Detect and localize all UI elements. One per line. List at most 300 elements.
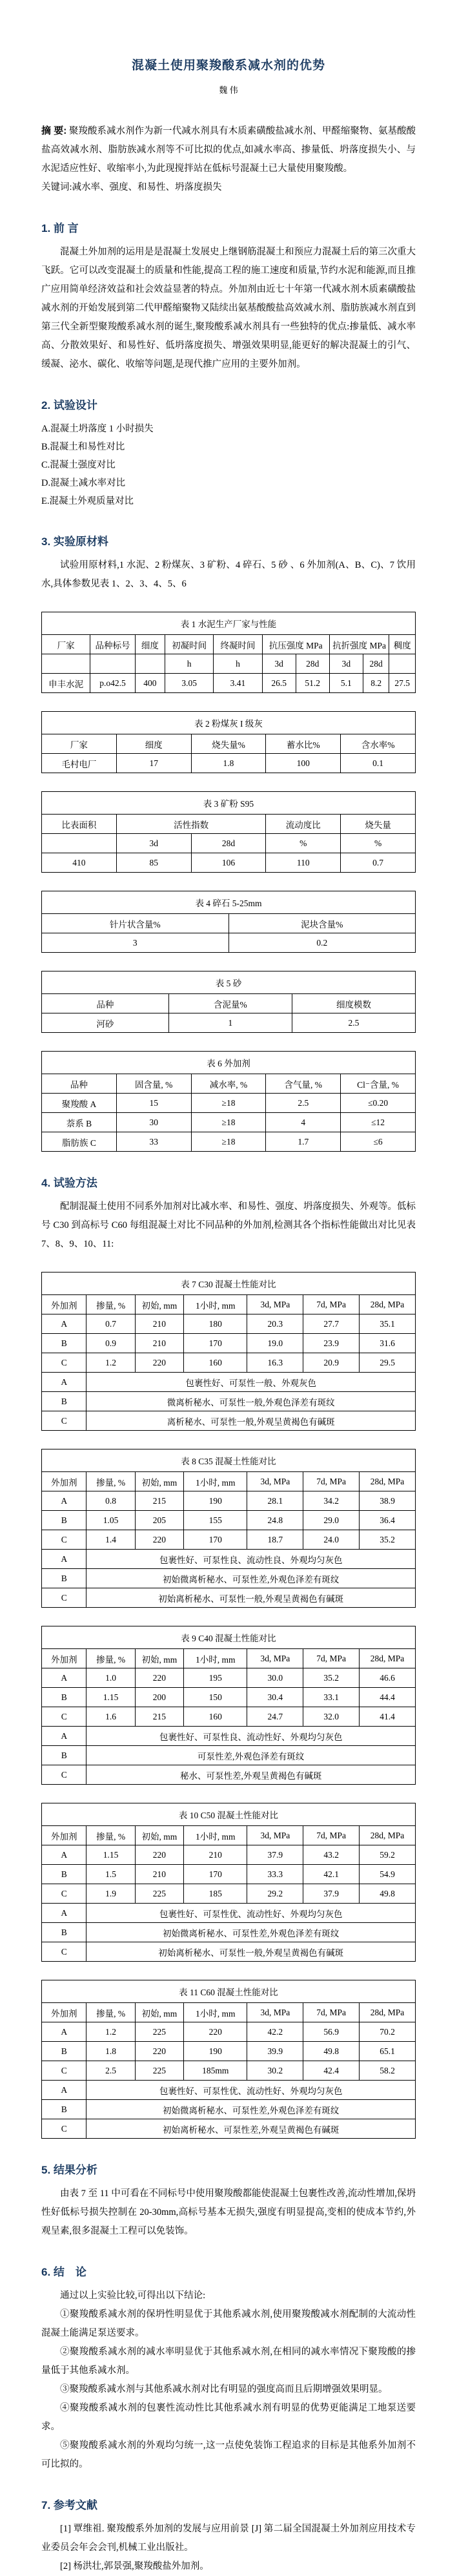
table-cell: ≤6 [341, 1132, 416, 1152]
table-cell: 160 [184, 1353, 247, 1373]
table-cell: 28d, MPa [360, 1826, 416, 1845]
table-cell: 掺量, % [86, 2003, 135, 2022]
doc-table [41, 1803, 416, 1962]
table-cell: 225 [135, 2061, 183, 2081]
table-cell: A [42, 1550, 86, 1569]
table-cell: 初始, mm [135, 1472, 183, 1491]
table-cell: 29.2 [247, 1884, 303, 1904]
table-cell: 42.2 [247, 2022, 303, 2042]
table-cell: 1小时, mm [184, 2003, 247, 2022]
table-cell: 28d [363, 654, 389, 674]
table-cell: 包裹性好、可泵性优、流动性好、外观均匀灰色 [86, 2081, 416, 2100]
table-cell: 190 [184, 1491, 247, 1511]
table-cell: 110 [266, 853, 341, 873]
table-cell: 初始离析秘水、可泵性一般,外观呈黄褐色有碱斑 [86, 1942, 416, 1962]
design-item-d: D.混凝土减水率对比 [41, 478, 126, 488]
table-cell: 外加剂 [42, 1472, 86, 1491]
doc-table [41, 1272, 416, 1431]
table-11-c60 [41, 1980, 416, 2139]
table-cell: 外加剂 [42, 1295, 86, 1314]
table-cell: C [42, 2061, 86, 2081]
table-cell: 固含量, % [116, 1074, 191, 1094]
table-cell: A [42, 1314, 86, 1334]
table-cell: 220 [184, 2022, 247, 2042]
table-title: 表 4 碎石 5-25mm [42, 891, 416, 914]
table-cell: 26.5 [262, 674, 296, 693]
table-cell: A [42, 1668, 86, 1688]
table-cell: 225 [135, 1884, 183, 1904]
design-item-b: B.混凝土和易性对比 [41, 442, 125, 452]
abstract-label: 摘 要: [41, 125, 67, 136]
table-cell: 包裹性好、可泵性优、流动性好、外观均匀灰色 [86, 1904, 416, 1923]
table-cell: 51.2 [296, 674, 329, 693]
table-cell: 厂家 [42, 635, 90, 654]
section-7-heading: 7. 参考文献 [41, 2499, 97, 2511]
table-cell: 8.2 [363, 674, 389, 693]
table-cell: 24.8 [247, 1511, 303, 1530]
table-cell: 品种 [42, 1074, 117, 1094]
table-cell: 1.6 [86, 1707, 135, 1727]
table-cell: 190 [184, 2042, 247, 2061]
table-cell: 0.8 [86, 1491, 135, 1511]
table-1-cement [41, 612, 416, 693]
table-cell: 36.4 [360, 1511, 416, 1530]
table-cell: 包裹性好、可泵性良、流动性好、外观均匀灰色 [86, 1727, 416, 1746]
table-cell: 厂家 [42, 734, 117, 754]
table-cell: 3d, MPa [247, 2003, 303, 2022]
table-cell: C [42, 1588, 86, 1608]
table-cell: 42.1 [303, 1865, 360, 1884]
table-cell: 20.9 [303, 1353, 360, 1373]
table-cell: % [266, 834, 341, 853]
table-cell: 24.7 [247, 1707, 303, 1727]
table-cell: ≥18 [191, 1132, 266, 1152]
table-cell: A [42, 1373, 86, 1392]
table-cell: 掺量, % [86, 1826, 135, 1845]
table-cell: 聚羧酸 A [42, 1094, 117, 1113]
table-cell: A [42, 1727, 86, 1746]
references-block [41, 2520, 416, 2576]
table-cell: 细度模数 [292, 994, 415, 1013]
keywords-line: 关键词:减水率、强度、和易性、坍落度损失 [41, 182, 222, 192]
doc-table [41, 711, 416, 773]
table-cell: C [42, 1884, 86, 1904]
table-cell: B [42, 1569, 86, 1588]
table-cell: B [42, 2042, 86, 2061]
section-1-paragraph: 混凝土外加剂的运用是是混凝土发展史上继钢筋混凝土和预应力混凝土后的第三次重大飞跃。它可以改变混凝土的质量和性能,提高工程的施工速度和质量,节约水泥和能源,而且推广应用简单经济效益和社会效益显著的特点。外加剂由近七十年第一代减水剂木质素磺酸盐减水剂的开始发展到第二代甲醛缩聚物又陆续出氨基酸酸盐高效减水剂、脂肪族减水剂直到第三代全新型聚羧酸系减水剂的诞生,聚羧酸系减水剂具有一些独特的优点:掺量低、减水率高、分散效果好、和易性好、低坍落度损失、增强效果明显,能更好的解决混凝土的引气、缓凝、泌水、碳化、收缩等问题,是现代推广应用的主要外加剂。 [41, 247, 416, 369]
table-cell: 申丰水泥 [42, 674, 90, 693]
section-1-heading: 1. 前 言 [41, 222, 79, 234]
table-2-fly-ash [41, 711, 416, 773]
table-title: 表 9 C40 混凝土性能对比 [42, 1626, 416, 1649]
doc-table [41, 1449, 416, 1608]
table-cell: 28d, MPa [360, 1295, 416, 1314]
table-cell: 2.5 [266, 1094, 341, 1113]
table-title: 表 7 C30 混凝土性能对比 [42, 1272, 416, 1295]
table-cell: C [42, 1942, 86, 1962]
table-cell: 1.8 [191, 754, 266, 773]
document-title: 混凝土使用聚羧酸系减水剂的优势 [131, 59, 325, 72]
table-cell: 泥块含量% [228, 914, 416, 933]
doc-table [41, 891, 416, 953]
table-cell: 16.3 [247, 1353, 303, 1373]
table-title: 表 3 矿粉 S95 [42, 792, 416, 815]
table-8-c35 [41, 1449, 416, 1608]
table-cell: ≤0.20 [341, 1094, 416, 1113]
table-cell: 含气量, % [266, 1074, 341, 1094]
table-cell: 1.2 [86, 1353, 135, 1373]
table-cell: 49.8 [360, 1884, 416, 1904]
table-cell: 160 [184, 1707, 247, 1727]
table-cell: 30.0 [247, 1668, 303, 1688]
table-cell: 含泥量% [168, 994, 292, 1013]
table-cell: 1.5 [86, 1865, 135, 1884]
table-cell: 43.2 [303, 1845, 360, 1865]
table-cell: 稠度 [389, 635, 416, 654]
table-cell: 0.7 [86, 1314, 135, 1334]
table-cell: 30.2 [247, 2061, 303, 2081]
table-cell: 3.41 [214, 674, 262, 693]
table-cell: 3d, MPa [247, 1472, 303, 1491]
table-cell: 细度 [135, 635, 165, 654]
table-cell: 200 [135, 1688, 183, 1707]
table-cell: 35.2 [360, 1530, 416, 1550]
table-cell: 终凝时间 [214, 635, 262, 654]
table-cell: 215 [135, 1491, 183, 1511]
table-cell: 70.2 [360, 2022, 416, 2042]
table-cell: 0.7 [341, 853, 416, 873]
table-cell: 1小时, mm [184, 1826, 247, 1845]
table-cell: A [42, 1491, 86, 1511]
conclusion-item-2: ②聚羧酸系减水剂的减水率明显优于其他系减水剂,在相同的减水率情况下聚羧酸的掺量低于其他系减水剂。 [41, 2347, 416, 2376]
table-cell: 初始, mm [135, 2003, 183, 2022]
table-cell: 7d, MPa [303, 1472, 360, 1491]
table-cell: ≤12 [341, 1113, 416, 1132]
design-item-e: E.混凝土外观质量对比 [41, 496, 134, 506]
table-cell: 1小时, mm [184, 1649, 247, 1668]
table-cell: 27.7 [303, 1314, 360, 1334]
table-7-c30 [41, 1272, 416, 1431]
table-cell: 离析秘水、可泵性一般,外观呈黄褐色有碱斑 [86, 1411, 416, 1431]
table-cell: 秘水、可泵性差,外观呈黄褐色有碱斑 [86, 1765, 416, 1785]
section-5-paragraph: 由表 7 至 11 中可看在不同标号中使用聚羧酸都能使混凝土包裹性改善,流动性增加,保坍性好低标号损失控制在 20-30mm,高标号基本无损失,强度有明显提高,变相的使成本节约,外观呈素,很多混凝土工程可以免装饰。 [41, 2188, 416, 2236]
table-cell: 170 [184, 1530, 247, 1550]
table-cell: 初凝时间 [165, 635, 214, 654]
table-title: 表 8 C35 混凝土性能对比 [42, 1449, 416, 1472]
table-cell: 河砂 [42, 1013, 169, 1033]
table-cell: 1 [168, 1013, 292, 1033]
table-cell: 41.4 [360, 1707, 416, 1727]
table-cell: 可泵性差,外观色泽差有斑纹 [86, 1746, 416, 1765]
table-cell: 1.15 [86, 1845, 135, 1865]
table-cell: 外加剂 [42, 2003, 86, 2022]
table-cell: 33.3 [247, 1865, 303, 1884]
table-4-crushed-stone [41, 891, 416, 953]
table-cell: A [42, 1845, 86, 1865]
table-cell: 23.9 [303, 1334, 360, 1353]
table-cell: 3d [116, 834, 191, 853]
table-cell: B [42, 1923, 86, 1942]
table-cell: B [42, 1865, 86, 1884]
table-cell: 1.05 [86, 1511, 135, 1530]
table-cell: 5.1 [329, 674, 363, 693]
table-cell: 1.15 [86, 1688, 135, 1707]
design-item-a: A.混凝土坍落度 1 小时损失 [41, 424, 154, 434]
table-cell: 1.0 [86, 1668, 135, 1688]
table-cell: 42.4 [303, 2061, 360, 2081]
table-6-admixture [41, 1051, 416, 1152]
table-cell: 包裹性好、可泵性一般、外观灰色 [86, 1373, 416, 1392]
section-2-heading: 2. 试验设计 [41, 399, 97, 411]
table-cell: 流动度比 [266, 815, 341, 834]
table-cell: 1.9 [86, 1884, 135, 1904]
table-cell [90, 654, 135, 674]
table-cell: B [42, 1746, 86, 1765]
table-cell: 外加剂 [42, 1826, 86, 1845]
table-cell: 150 [184, 1688, 247, 1707]
table-cell: 1小时, mm [184, 1472, 247, 1491]
table-cell: 品种标号 [90, 635, 135, 654]
conclusion-item-4: ④聚羧酸系减水剂的包裹性流动性比其他系减水剂有明显的优势更能满足工地泵送要求。 [41, 2403, 416, 2432]
table-cell: 蓄水比% [266, 734, 341, 754]
table-10-c50 [41, 1803, 416, 1962]
table-cell: 31.6 [360, 1334, 416, 1353]
table-cell: B [42, 1392, 86, 1411]
table-cell: 38.9 [360, 1491, 416, 1511]
table-cell: 7d, MPa [303, 2003, 360, 2022]
section-3-paragraph: 试验用原材料,1 水泥、2 粉煤灰、3 矿粉、4 碎石、5 砂 、6 外加剂(A、B、C)、7 饮用水,具体参数见表 1、2、3、4、5、6 [41, 560, 416, 589]
section-3-heading: 3. 实验原材料 [41, 535, 108, 548]
table-cell: 410 [42, 853, 117, 873]
table-cell: 34.2 [303, 1491, 360, 1511]
design-item-c: C.混凝土强度对比 [41, 460, 116, 470]
table-cell: h [165, 654, 214, 674]
table-cell [42, 834, 117, 853]
table-cell [42, 654, 90, 674]
table-cell: 35.2 [303, 1668, 360, 1688]
table-cell: % [341, 834, 416, 853]
table-cell: 185 [184, 1884, 247, 1904]
reference-2: [2] 杨洪壮,郭景强,聚羧酸盐外加剂。 [60, 2561, 209, 2571]
table-cell: 27.5 [389, 674, 416, 693]
table-cell: 微离析秘水、可泵性一般,外观色泽差有斑纹 [86, 1392, 416, 1411]
table-cell: 包裹性好、可泵性良、流动性良、外观均匀灰色 [86, 1550, 416, 1569]
table-cell: B [42, 1334, 86, 1353]
table-cell: 30 [116, 1113, 191, 1132]
table-cell: 萘系 B [42, 1113, 117, 1132]
table-cell: B [42, 1511, 86, 1530]
table-cell: 初始微离析秘水、可泵性差,外观色泽差有斑纹 [86, 2100, 416, 2119]
table-cell: 初始, mm [135, 1295, 183, 1314]
table-cell: 品种 [42, 994, 169, 1013]
table-cell: ≥18 [191, 1113, 266, 1132]
table-cell: 220 [135, 1530, 183, 1550]
table-cell: C [42, 2119, 86, 2139]
table-cell: 3d [262, 654, 296, 674]
table-title: 表 10 C50 混凝土性能对比 [42, 1803, 416, 1826]
table-cell: 56.9 [303, 2022, 360, 2042]
table-cell: 28.1 [247, 1491, 303, 1511]
table-cell: 0.2 [228, 933, 416, 953]
table-cell: 3d, MPa [247, 1649, 303, 1668]
table-cell: 4 [266, 1113, 341, 1132]
table-cell: 210 [135, 1865, 183, 1884]
table-cell: 28d, MPa [360, 2003, 416, 2022]
table-cell: 35.1 [360, 1314, 416, 1334]
table-cell: B [42, 1688, 86, 1707]
table-cell: 33 [116, 1132, 191, 1152]
table-cell: ≥18 [191, 1094, 266, 1113]
table-cell: 减水率, % [191, 1074, 266, 1094]
table-cell: 初始离析秘水、可泵性一般,外观呈黄褐色有碱斑 [86, 1588, 416, 1608]
section-5-heading: 5. 结果分析 [41, 2164, 97, 2176]
table-cell: 烧失量% [191, 734, 266, 754]
table-cell: A [42, 1904, 86, 1923]
table-cell: 210 [135, 1334, 183, 1353]
table-cell: 205 [135, 1511, 183, 1530]
table-cell: 抗压强度 MPa [262, 635, 329, 654]
table-cell: A [42, 2022, 86, 2042]
table-cell: 外加剂 [42, 1649, 86, 1668]
table-cell: 28d, MPa [360, 1649, 416, 1668]
table-cell: 210 [184, 1845, 247, 1865]
table-cell: 3d, MPa [247, 1295, 303, 1314]
table-cell: 185mm [184, 2061, 247, 2081]
table-cell: Cl⁻含量, % [341, 1074, 416, 1094]
section-4-paragraph: 配制混凝土使用不同系外加剂对比减水率、和易性、强度、坍落度损失、外观等。低标号 C30 到高标号 C60 每组混凝土对比不同品种的外加剂,检测其各个指标性能做出对比见表 7、8、9、10、11: [41, 1201, 416, 1249]
table-cell [135, 654, 165, 674]
table-cell: 400 [135, 674, 165, 693]
table-cell: 32.0 [303, 1707, 360, 1727]
table-cell: 初始, mm [135, 1826, 183, 1845]
table-cell: 28d, MPa [360, 1472, 416, 1491]
table-cell: 24.0 [303, 1530, 360, 1550]
table-cell: 28d [191, 834, 266, 853]
table-cell: 180 [184, 1314, 247, 1334]
table-cell: 1.4 [86, 1530, 135, 1550]
author-name: 魏 伟 [219, 85, 238, 95]
table-cell: 58.2 [360, 2061, 416, 2081]
table-cell: 针片状含量% [42, 914, 229, 933]
table-cell: 100 [266, 754, 341, 773]
table-cell: 0.9 [86, 1334, 135, 1353]
table-cell: 220 [135, 1353, 183, 1373]
table-cell: 2.5 [86, 2061, 135, 2081]
table-cell: 155 [184, 1511, 247, 1530]
table-cell: 225 [135, 2022, 183, 2042]
table-cell: 46.6 [360, 1668, 416, 1688]
table-cell: 2.5 [292, 1013, 415, 1033]
doc-table [41, 1626, 416, 1785]
table-3-slag-powder [41, 791, 416, 873]
table-title: 表 1 水泥生产厂家与性能 [42, 612, 416, 635]
table-cell: 比表面积 [42, 815, 117, 834]
doc-table [41, 971, 416, 1033]
table-cell: C [42, 1707, 86, 1727]
table-cell: 54.9 [360, 1865, 416, 1884]
design-list [41, 420, 416, 510]
table-cell: 初始微离析秘水、可泵性差,外观色泽差有斑纹 [86, 1923, 416, 1942]
table-cell: 170 [184, 1865, 247, 1884]
table-cell: 0.1 [341, 754, 416, 773]
table-cell: 33.1 [303, 1688, 360, 1707]
table-cell: 37.9 [247, 1845, 303, 1865]
table-cell: C [42, 1530, 86, 1550]
doc-table [41, 612, 416, 693]
table-cell: 1.8 [86, 2042, 135, 2061]
table-cell: p.o42.5 [90, 674, 135, 693]
table-cell: 初始, mm [135, 1649, 183, 1668]
table-cell: 17 [116, 754, 191, 773]
table-cell: 195 [184, 1668, 247, 1688]
table-cell: 3 [42, 933, 229, 953]
table-cell: 初始微离析秘水、可泵性差,外观色泽差有斑纹 [86, 1569, 416, 1588]
table-cell: 7d, MPa [303, 1826, 360, 1845]
table-cell: 细度 [116, 734, 191, 754]
table-cell: 活性指数 [116, 815, 266, 834]
doc-table [41, 791, 416, 873]
table-cell: 1小时, mm [184, 1295, 247, 1314]
table-cell: 59.2 [360, 1845, 416, 1865]
table-cell: 抗折强度 MPa [329, 635, 389, 654]
section-4-heading: 4. 试验方法 [41, 1177, 97, 1189]
table-cell: 39.9 [247, 2042, 303, 2061]
table-cell: 7d, MPa [303, 1295, 360, 1314]
table-cell: 20.3 [247, 1314, 303, 1334]
table-cell: 3.05 [165, 674, 214, 693]
table-cell: 3d, MPa [247, 1826, 303, 1845]
reference-1: [1] 覃维祖. 聚羧酸系外加剂的发展与应用前景 [J] 第二届全国混凝土外加剂应用技术专业委员会年会会刊,机械工业出版社。 [41, 2524, 416, 2553]
table-cell: 65.1 [360, 2042, 416, 2061]
table-cell: 15 [116, 1094, 191, 1113]
table-cell: 掺量, % [86, 1649, 135, 1668]
table-cell: 170 [184, 1334, 247, 1353]
conclusion-intro: 通过以上实验比较,可得出以下结论: [60, 2290, 206, 2301]
doc-table [41, 1980, 416, 2139]
table-cell: 含水率% [341, 734, 416, 754]
table-cell: 37.9 [303, 1884, 360, 1904]
table-cell: 1.7 [266, 1132, 341, 1152]
table-cell: 220 [135, 2042, 183, 2061]
table-cell: B [42, 2100, 86, 2119]
table-cell: 3d [329, 654, 363, 674]
conclusion-block [41, 2287, 416, 2474]
table-cell: 210 [135, 1314, 183, 1334]
table-cell: 掺量, % [86, 1472, 135, 1491]
table-cell [389, 654, 416, 674]
table-cell: h [214, 654, 262, 674]
table-title: 表 6 外加剂 [42, 1052, 416, 1074]
table-cell: 215 [135, 1707, 183, 1727]
section-6-heading: 6. 结 论 [41, 2266, 86, 2278]
table-cell: 106 [191, 853, 266, 873]
table-cell: C [42, 1353, 86, 1373]
table-cell: 29.0 [303, 1511, 360, 1530]
abstract-paragraph [41, 121, 416, 178]
table-cell: 28d [296, 654, 329, 674]
table-cell: C [42, 1411, 86, 1431]
table-cell: 18.7 [247, 1530, 303, 1550]
table-cell: 30.4 [247, 1688, 303, 1707]
abstract-text: 聚羧酸系减水剂作为新一代减水剂具有木质素磺酸盐减水剂、甲醛缩聚物、氨基酸酸盐高效减水剂、脂肪族减水剂等不可比拟的优点,如减水率高、掺量低、坍落度损失小、与水泥适应性好、收缩率小,为此现搅拌站在低标号混凝土已大量使用聚羧酸。 [41, 126, 416, 174]
table-cell: 220 [135, 1668, 183, 1688]
table-cell: A [42, 2081, 86, 2100]
table-title: 表 2 粉煤灰 I 级灰 [42, 712, 416, 734]
table-cell: 初始离析秘水、可泵性差,外观呈黄褐色有碱斑 [86, 2119, 416, 2139]
table-cell: 49.8 [303, 2042, 360, 2061]
table-cell: 29.5 [360, 1353, 416, 1373]
table-cell: 44.4 [360, 1688, 416, 1707]
